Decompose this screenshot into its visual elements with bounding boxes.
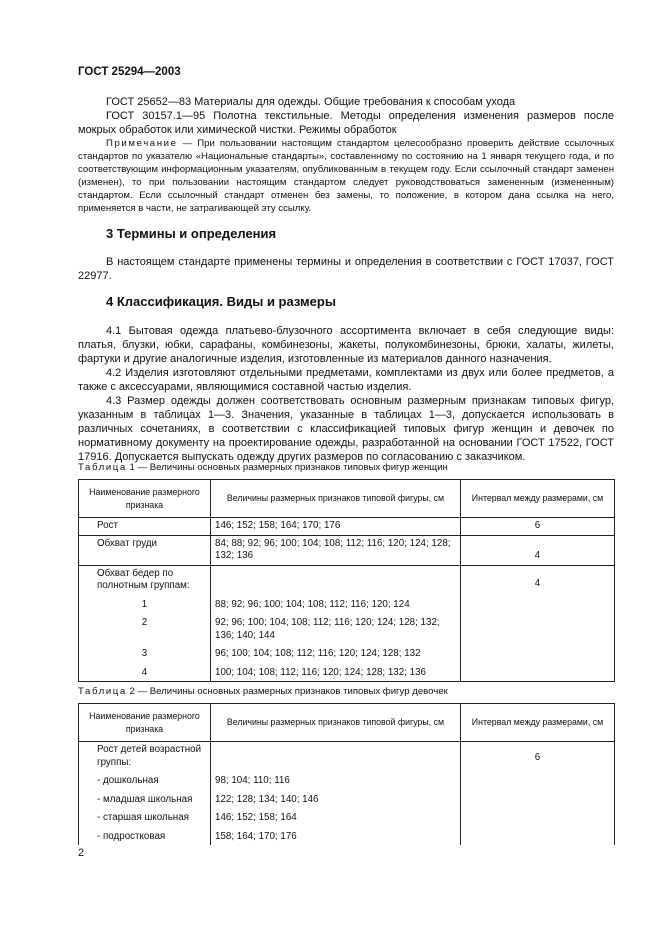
section-3-title: 3 Термины и определения — [106, 226, 277, 241]
row-label: - подростковая — [79, 827, 211, 846]
reference-item: ГОСТ 30157.1—95 Полотна текстильные. Методы определения изменения размеров после мокрых обработок или химической чистки. Режимы обработок — [78, 110, 614, 136]
row-interval: 6 — [461, 518, 615, 536]
column-header: Интервал между размерами, см — [461, 480, 615, 518]
paragraph-4-2: 4.2 Изделия изготовляют отдельными предметами, комплектами из двух или более предметов, а также с аксессуарами, являющимися составной частью изделия. — [78, 367, 614, 393]
table-row — [79, 535, 615, 565]
row-values: 100; 104; 108; 112; 116; 120; 124; 128; 132; 136 — [211, 663, 461, 682]
row-values: 158; 164; 170; 176 — [211, 827, 461, 846]
reference-item: ГОСТ 25652—83 Материалы для одежды. Общие требования к способам ухода — [106, 96, 516, 108]
row-values: 146; 152; 158; 164; 170; 176 — [211, 518, 461, 536]
table-2-caption-text: 2 — Величины основных размерных признаков типовых фигур девочек — [126, 686, 448, 697]
row-label: 3 — [79, 644, 211, 663]
row-interval — [461, 771, 615, 790]
row-label: 1 — [79, 595, 211, 614]
column-header: Интервал между размерами, см — [461, 704, 615, 742]
row-label: Рост детей возрастной группы: — [79, 742, 211, 772]
row-interval — [461, 595, 615, 614]
row-interval: 4 — [461, 535, 615, 565]
row-values: 88; 92; 96; 100; 104; 108; 112; 116; 120; 124 — [211, 595, 461, 614]
paragraph-4-1: 4.1 Бытовая одежда платьево-блузочного ассортимента включает в себя следующие виды: платья, блузки, юбки, сарафаны, комбинезоны, жакеты, полукомбинезоны, брюки, халаты, жилеты, фартуки и другие аналогичные изделия, изготовленные из материалов данного назначения. — [78, 325, 614, 365]
table-1-caption-label: Таблица — [78, 462, 127, 473]
row-interval — [461, 808, 615, 827]
row-label: 2 — [79, 613, 211, 644]
paragraph-4-3: 4.3 Размер одежды должен соответствовать основным размерным признакам типовых фигур, указанным в таблицах 1—3. Значения, указанные в таблицах 1—3, допускается использовать в различных сочетаниях, в соответствии с классификацией типовых фигур женщин и девочек по нормативному документу на проектирование одежды, разработанной на основании ГОСТ 17522, ГОСТ 17916. Допускается выпускать одежду других размеров по согласованию с заказчиком. — [78, 395, 614, 463]
table-row — [79, 613, 615, 644]
table-header-row — [79, 480, 615, 518]
row-interval: 6 — [461, 742, 615, 772]
section-3-text: В настоящем стандарте применены термины и определения в соответствии с ГОСТ 17037, ГОСТ 22977. — [78, 256, 614, 282]
row-values: 146; 152; 158; 164 — [211, 808, 461, 827]
table-row — [79, 644, 615, 663]
row-interval — [461, 790, 615, 809]
table-1-block — [78, 462, 614, 682]
document-code: ГОСТ 25294—2003 — [78, 66, 181, 78]
row-values: 98; 104; 110; 116 — [211, 771, 461, 790]
normative-references — [78, 95, 614, 137]
table-1 — [78, 479, 615, 682]
section-3 — [78, 226, 614, 283]
table-row — [79, 565, 615, 595]
column-header: Наименование размерного признака — [79, 704, 211, 742]
row-values: 84; 88; 92; 96; 100; 104; 108; 112; 116; 120; 124; 128; 132; 136 — [211, 535, 461, 565]
note-text: — При пользовании настоящим стандартом целесообразно проверить действие ссылочных стандартов по указателю «Национальные стандарты», составленному по состоянию на 1 января текущего года, и по соответствующим информационным указателям, опубликованным в текущем году. Если ссылочный стандарт заменен (изменен), то при пользовании настоящим стандартом следует руководствоваться замененным (измененным) стандартом. Если ссылочный стандарт отменен без замены, то положение, в котором дана ссылка на него, применяется в части, не затрагивающей эту ссылку. — [78, 138, 614, 214]
table-row — [79, 742, 615, 772]
note — [78, 137, 614, 215]
section-4 — [78, 294, 614, 464]
row-label: 4 — [79, 663, 211, 682]
table-2-caption — [78, 686, 614, 697]
table-2-block — [78, 686, 614, 845]
row-values: 96; 100; 104; 108; 112; 116; 120; 124; 128; 132 — [211, 644, 461, 663]
row-label: - старшая школьная — [79, 808, 211, 827]
table-row — [79, 595, 615, 614]
column-header: Величины размерных признаков типовой фигуры, см — [211, 480, 461, 518]
row-label: Рост — [79, 518, 211, 536]
row-interval — [461, 644, 615, 663]
row-label: Обхват бедер по полнотным группам: — [79, 565, 211, 595]
table-header-row — [79, 704, 615, 742]
table-row — [79, 808, 615, 827]
row-interval — [461, 613, 615, 644]
table-2-caption-label: Таблица — [78, 686, 127, 697]
row-values: 92; 96; 100; 104; 108; 112; 116; 120; 124; 128; 132; 136; 140; 144 — [211, 613, 461, 644]
row-label: - дошкольная — [79, 771, 211, 790]
table-row — [79, 771, 615, 790]
page-number: 2 — [78, 847, 85, 859]
row-label: - младшая школьная — [79, 790, 211, 809]
table-2 — [78, 703, 615, 845]
table-1-caption-text: 1 — Величины основных размерных признаков типовых фигур женщин — [126, 462, 448, 473]
row-values — [211, 742, 461, 772]
row-interval — [461, 663, 615, 682]
table-row — [79, 663, 615, 682]
row-values: 122; 128; 134; 140; 146 — [211, 790, 461, 809]
table-row — [79, 827, 615, 846]
section-4-title: 4 Классификация. Виды и размеры — [106, 294, 336, 309]
column-header: Величины размерных признаков типовой фигуры, см — [211, 704, 461, 742]
note-label: Примечание — [106, 138, 178, 149]
table-1-caption — [78, 462, 614, 473]
column-header: Наименование размерного признака — [79, 480, 211, 518]
row-values — [211, 565, 461, 595]
note-paragraph — [78, 137, 614, 215]
row-interval: 4 — [461, 565, 615, 595]
table-row — [79, 790, 615, 809]
table-row — [79, 518, 615, 536]
row-label: Обхват груди — [79, 535, 211, 565]
row-interval — [461, 827, 615, 846]
